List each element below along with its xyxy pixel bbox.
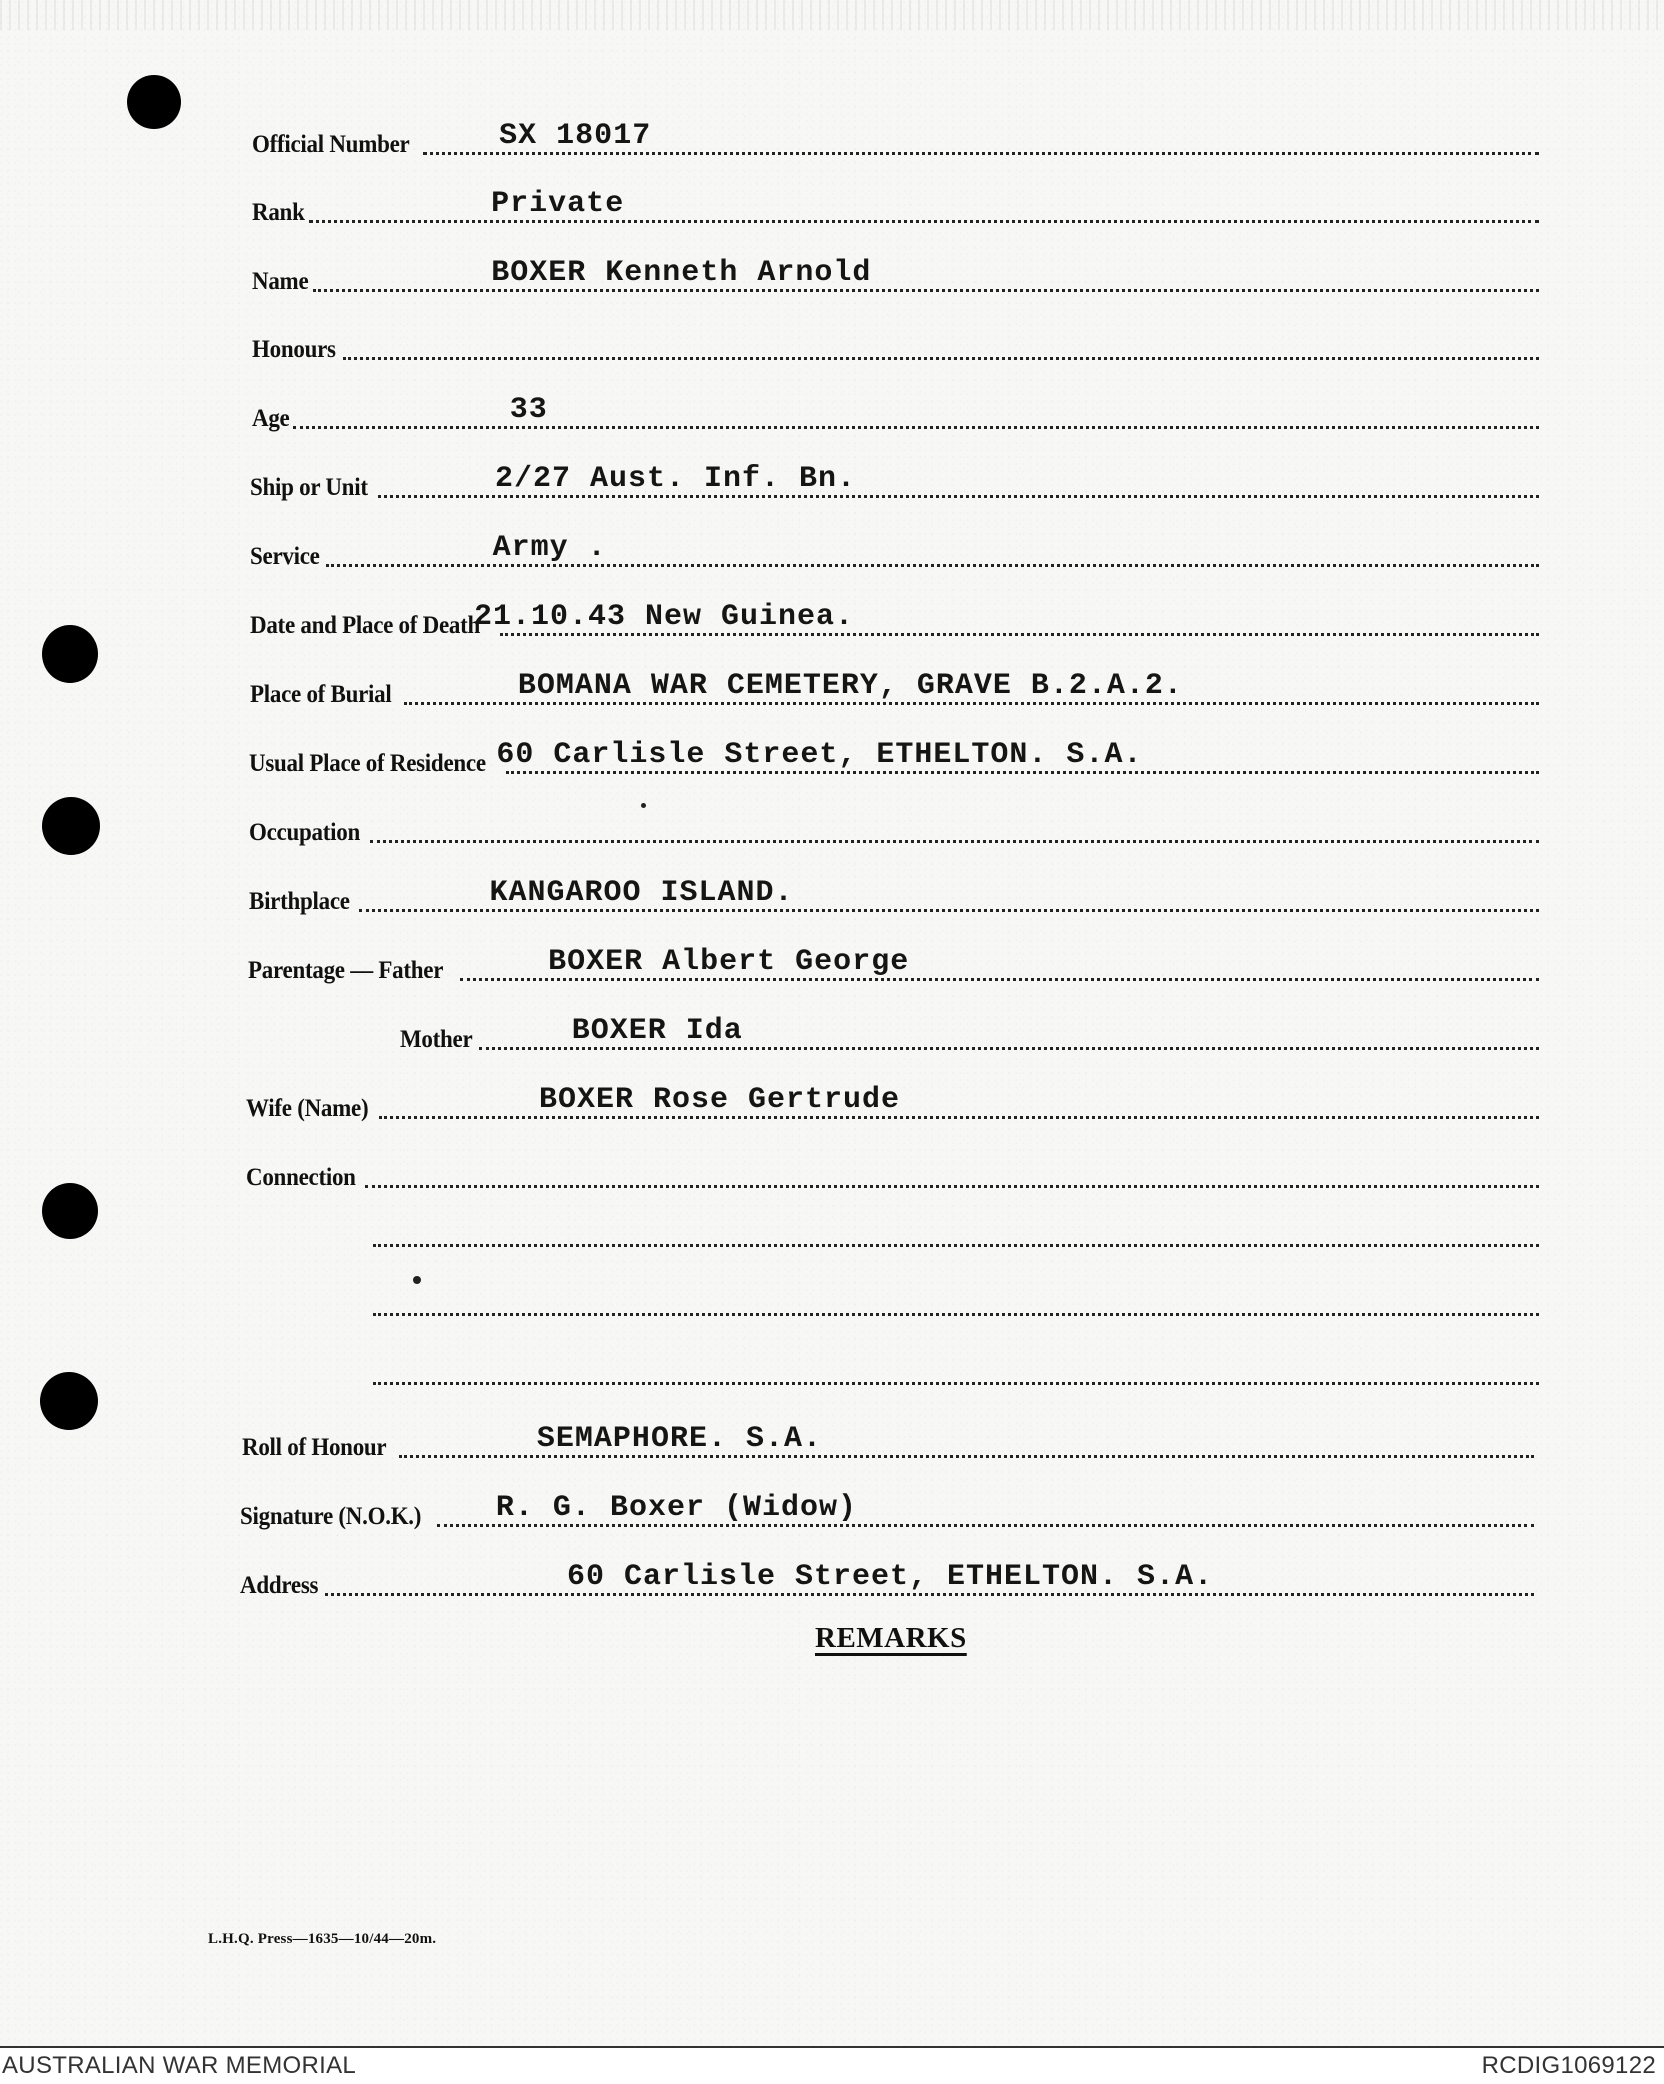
field-address — [240, 1556, 1534, 1600]
field-value: BOXER Kenneth Arnold — [491, 256, 872, 290]
field-leader — [423, 115, 1539, 159]
field-date-place-death — [250, 596, 1539, 640]
field-label: Parentage — Father — [248, 957, 444, 984]
field-value: BOXER Albert George — [548, 945, 910, 979]
field-leader — [404, 665, 1539, 709]
field-label: Address — [240, 1572, 319, 1599]
field-label: Usual Place of Residence — [249, 750, 486, 777]
field-leader — [365, 1148, 1539, 1192]
field-honours — [252, 320, 1539, 364]
connection-blank-line-1 — [373, 1244, 1539, 1247]
scan-edge-noise — [0, 0, 1664, 30]
connection-blank-line-2 — [373, 1313, 1539, 1316]
field-leader — [359, 872, 1540, 916]
field-value: BOMANA WAR CEMETERY, GRAVE B.2.A.2. — [517, 669, 1183, 703]
connection-blank-line-3 — [373, 1382, 1539, 1385]
field-value: 2/27 Aust. Inf. Bn. — [494, 462, 856, 496]
field-leader — [370, 803, 1539, 847]
field-leader — [496, 734, 1539, 778]
field-leader — [326, 527, 1539, 571]
punch-hole-4 — [42, 1183, 98, 1239]
field-label: Rank — [252, 199, 305, 226]
field-label: Occupation — [249, 819, 360, 846]
field-leader — [378, 458, 1539, 502]
field-ship-or-unit — [250, 458, 1539, 502]
field-official-number — [252, 115, 1539, 159]
field-label: Name — [252, 268, 309, 295]
field-label: Place of Burial — [250, 681, 392, 708]
field-rank — [252, 183, 1539, 227]
punch-hole-1 — [127, 75, 181, 129]
field-leader — [325, 1556, 1534, 1600]
field-value: BOXER Ida — [571, 1014, 743, 1048]
field-usual-residence — [249, 734, 1539, 778]
field-parentage-father — [248, 941, 1539, 985]
field-value: KANGAROO ISLAND. — [489, 876, 794, 910]
stray-ink-dot — [413, 1276, 421, 1284]
printer-imprint: L.H.Q. Press—1635—10/44—20m. — [208, 1931, 437, 1947]
field-leader — [460, 941, 1539, 985]
field-value: 33 — [509, 393, 548, 427]
field-roll-of-honour — [242, 1418, 1534, 1462]
field-leader — [309, 183, 1539, 227]
field-leader — [479, 1010, 1539, 1054]
field-label: Official Number — [252, 131, 410, 158]
field-label: Ship or Unit — [250, 474, 368, 501]
punch-hole-5 — [40, 1372, 98, 1430]
field-value: BOXER Rose Gertrude — [539, 1083, 901, 1117]
field-value: SX 18017 — [499, 119, 652, 153]
field-label: Birthplace — [249, 888, 350, 915]
field-occupation — [249, 803, 1539, 847]
field-label: Service — [250, 543, 320, 570]
archive-reference: RCDIG1069122 — [1481, 2052, 1656, 2079]
field-label: Signature (N.O.K.) — [240, 1503, 422, 1530]
field-label: Roll of Honour — [242, 1434, 387, 1461]
field-leader — [379, 1079, 1539, 1123]
field-label: Wife (Name) — [246, 1095, 369, 1122]
field-leader — [293, 389, 1539, 433]
field-value: R. G. Boxer (Widow) — [495, 1491, 857, 1525]
field-leader — [313, 252, 1539, 296]
field-parentage-mother — [400, 1010, 1539, 1054]
field-label: Mother — [400, 1026, 473, 1053]
field-value: Army . — [492, 531, 607, 565]
field-label: Date and Place of Death — [250, 612, 480, 639]
remarks-heading: REMARKS — [815, 1622, 967, 1654]
field-birthplace — [249, 872, 1539, 916]
field-value: SEMAPHORE. S.A. — [536, 1422, 822, 1456]
archive-name: AUSTRALIAN WAR MEMORIAL — [2, 2052, 357, 2079]
field-label: Connection — [246, 1164, 356, 1191]
field-leader — [474, 596, 1539, 640]
field-leader — [399, 1418, 1534, 1462]
punch-hole-2 — [42, 625, 98, 683]
field-value: Private — [491, 187, 625, 221]
punch-hole-3 — [42, 797, 100, 855]
field-wife — [246, 1079, 1539, 1123]
field-age — [252, 389, 1539, 433]
field-connection — [246, 1148, 1539, 1192]
stray-ink-dot — [641, 803, 646, 808]
field-service — [250, 527, 1539, 571]
field-value: 60 Carlisle Street, ETHELTON. S.A. — [566, 1560, 1214, 1594]
field-name — [252, 252, 1539, 296]
field-value: 21.10.43 New Guinea. — [474, 600, 855, 634]
field-label: Honours — [252, 336, 336, 363]
field-leader — [437, 1487, 1534, 1531]
field-place-of-burial — [250, 665, 1539, 709]
field-value: 60 Carlisle Street, ETHELTON. S.A. — [496, 738, 1143, 772]
field-signature — [240, 1487, 1534, 1531]
field-label: Age — [252, 405, 290, 432]
field-leader — [343, 320, 1539, 364]
